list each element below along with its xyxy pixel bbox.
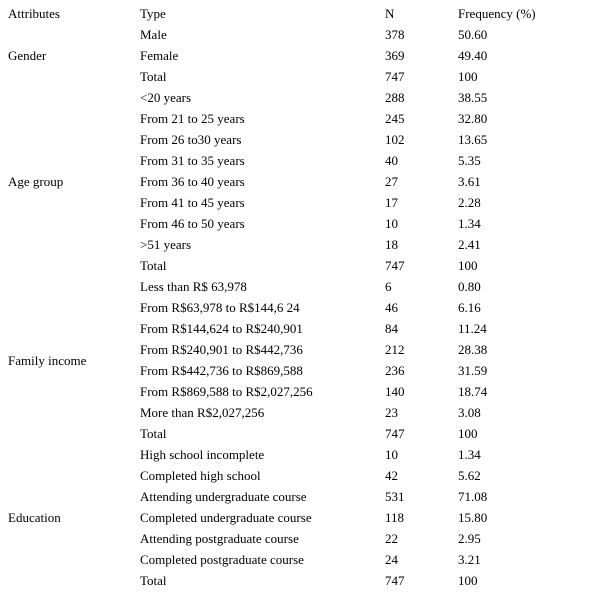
column-header-frequency: Frequency (%) xyxy=(458,6,536,21)
frequency-cell: 28.38 xyxy=(458,342,488,357)
type-cell: More than R$2,027,256 xyxy=(140,405,265,420)
column-header-n: N xyxy=(385,6,395,21)
n-cell: 288 xyxy=(385,90,405,105)
attribute-cell: Education xyxy=(8,510,61,525)
n-cell: 140 xyxy=(385,384,405,399)
frequency-cell: 6.16 xyxy=(458,300,481,315)
n-cell: 747 xyxy=(385,69,405,84)
n-cell: 747 xyxy=(385,426,405,441)
frequency-cell: 1.34 xyxy=(458,216,481,231)
n-cell: 23 xyxy=(385,405,398,420)
type-cell: Total xyxy=(140,573,167,588)
demographics-table xyxy=(0,3,600,591)
frequency-cell: 32.80 xyxy=(458,111,488,126)
type-cell: Completed high school xyxy=(140,468,261,483)
type-cell: From R$869,588 to R$2,027,256 xyxy=(140,384,313,399)
frequency-cell: 5.62 xyxy=(458,468,481,483)
n-cell: 531 xyxy=(385,489,405,504)
n-cell: 747 xyxy=(385,258,405,273)
frequency-cell: 100 xyxy=(458,69,478,84)
n-cell: 245 xyxy=(385,111,405,126)
type-cell: From 31 to 35 years xyxy=(140,153,245,168)
type-cell: Attending postgraduate course xyxy=(140,531,299,546)
n-cell: 27 xyxy=(385,174,398,189)
column-header-type: Type xyxy=(140,6,166,21)
frequency-cell: 11.24 xyxy=(458,321,487,336)
frequency-cell: 3.21 xyxy=(458,552,481,567)
n-cell: 10 xyxy=(385,447,398,462)
n-cell: 369 xyxy=(385,48,405,63)
type-cell: Completed postgraduate course xyxy=(140,552,304,567)
n-cell: 24 xyxy=(385,552,398,567)
type-cell: High school incomplete xyxy=(140,447,265,462)
type-cell: Less than R$ 63,978 xyxy=(140,279,247,294)
table-row xyxy=(0,444,600,465)
type-cell: >51 years xyxy=(140,237,192,252)
frequency-cell: 50.60 xyxy=(458,27,488,42)
n-cell: 22 xyxy=(385,531,398,546)
type-cell: Total xyxy=(140,69,167,84)
type-cell: From 21 to 25 years xyxy=(140,111,245,126)
frequency-cell: 100 xyxy=(458,258,478,273)
n-cell: 236 xyxy=(385,363,405,378)
table-header-row xyxy=(0,3,600,24)
table-row xyxy=(0,87,600,108)
frequency-cell: 38.55 xyxy=(458,90,488,105)
type-cell: From R$144,624 to R$240,901 xyxy=(140,321,303,336)
n-cell: 6 xyxy=(385,279,392,294)
n-cell: 84 xyxy=(385,321,398,336)
attribute-cell: Age group xyxy=(8,174,64,189)
n-cell: 378 xyxy=(385,27,405,42)
type-cell: From 36 to 40 years xyxy=(140,174,245,189)
frequency-cell: 100 xyxy=(458,573,478,588)
type-cell: Male xyxy=(140,27,167,42)
n-cell: 18 xyxy=(385,237,398,252)
frequency-cell: 2.28 xyxy=(458,195,481,210)
frequency-cell: 49.40 xyxy=(458,48,488,63)
type-cell: Attending undergraduate course xyxy=(140,489,307,504)
frequency-cell: 2.41 xyxy=(458,237,481,252)
type-cell: Female xyxy=(140,48,179,63)
frequency-cell: 31.59 xyxy=(458,363,488,378)
n-cell: 118 xyxy=(385,510,405,525)
n-cell: 10 xyxy=(385,216,398,231)
n-cell: 40 xyxy=(385,153,398,168)
frequency-cell: 100 xyxy=(458,426,478,441)
table-body xyxy=(0,24,600,591)
frequency-cell: 1.34 xyxy=(458,447,481,462)
n-cell: 212 xyxy=(385,342,405,357)
type-cell: Completed undergraduate course xyxy=(140,510,312,525)
n-cell: 102 xyxy=(385,132,405,147)
column-header-attributes: Attributes xyxy=(8,6,60,21)
frequency-cell: 71.08 xyxy=(458,489,488,504)
frequency-cell: 15.80 xyxy=(458,510,488,525)
type-cell: From R$63,978 to R$144,6 24 xyxy=(140,300,300,315)
frequency-cell: 13.65 xyxy=(458,132,488,147)
frequency-cell: 5.35 xyxy=(458,153,481,168)
table-row xyxy=(0,24,600,45)
table-row xyxy=(0,276,600,297)
type-cell: <20 years xyxy=(140,90,192,105)
n-cell: 46 xyxy=(385,300,398,315)
attribute-cell: Gender xyxy=(8,48,47,63)
n-cell: 42 xyxy=(385,468,398,483)
n-cell: 17 xyxy=(385,195,398,210)
frequency-cell: 3.08 xyxy=(458,405,481,420)
n-cell: 747 xyxy=(385,573,405,588)
frequency-cell: 3.61 xyxy=(458,174,481,189)
type-cell: From R$240,901 to R$442,736 xyxy=(140,342,303,357)
frequency-cell: 18.74 xyxy=(458,384,488,399)
type-cell: Total xyxy=(140,426,167,441)
frequency-cell: 2.95 xyxy=(458,531,481,546)
type-cell: From 46 to 50 years xyxy=(140,216,245,231)
frequency-cell: 0.80 xyxy=(458,279,481,294)
type-cell: Total xyxy=(140,258,167,273)
type-cell: From 41 to 45 years xyxy=(140,195,245,210)
type-cell: From 26 to30 years xyxy=(140,132,242,147)
type-cell: From R$442,736 to R$869,588 xyxy=(140,363,303,378)
attribute-cell: Family income xyxy=(8,352,87,368)
